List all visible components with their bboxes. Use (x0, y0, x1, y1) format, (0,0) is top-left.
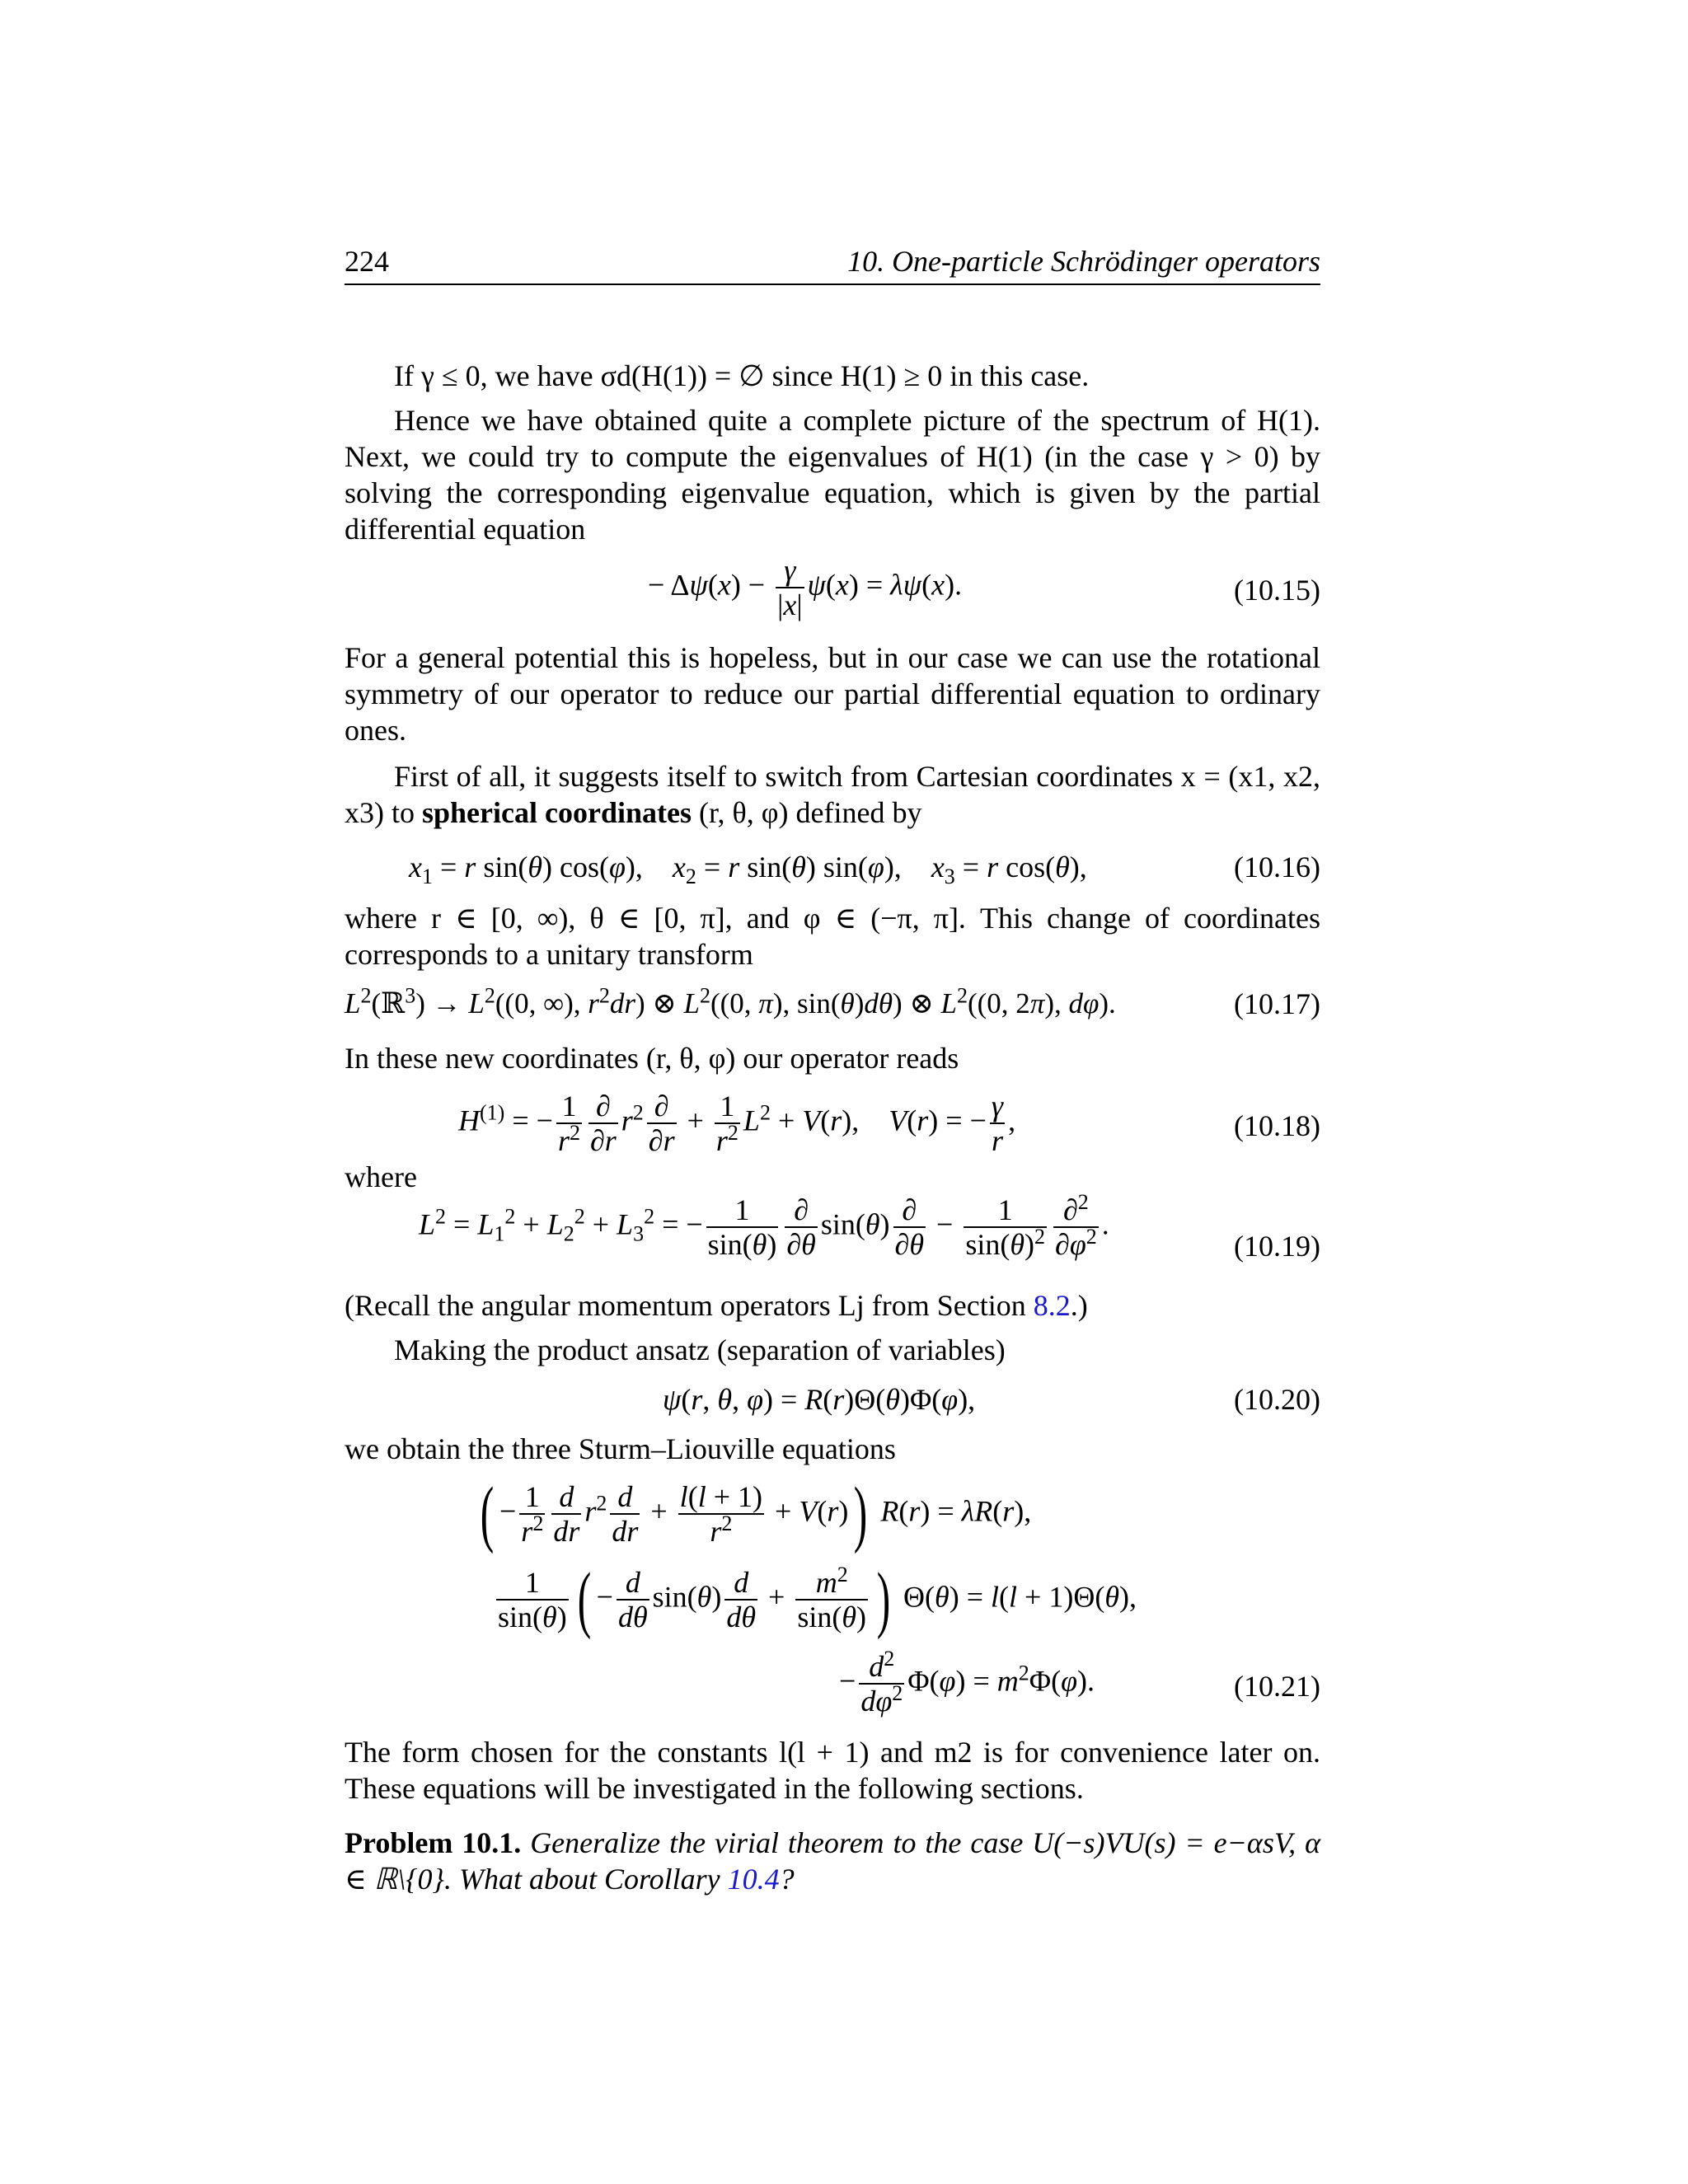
equation-number: (10.19) (1234, 1230, 1320, 1263)
paragraph-8 (345, 1287, 1320, 1324)
paragraph-4-bold: spherical coordinates (422, 796, 692, 829)
paragraph-5: where r ∈ [0, ∞), θ ∈ [0, π], and φ ∈ (−π, π]. This change of coordinates corresponds to a unitary transform (345, 902, 1320, 971)
paragraph-4-text-a: First of all, it suggests itself to switch from Cartesian coordinates x = (x1, x2, x3) to (345, 760, 1320, 829)
problem-text-a: Generalize the virial theorem to the case U(−s)VU(s) = e−αsV, α ∈ ℝ\{0}. What about Corollary (345, 1826, 1321, 1896)
page-number: 224 (345, 245, 389, 278)
problem-text-b: ? (779, 1863, 795, 1896)
paragraph-2: Hence we have obtained quite a complete picture of the spectrum of H(1). Next, we could try to compute the eigenvalues of H(1) (in the case γ > 0) by solving the corresponding eigenvalue equation, which is given by the partial differential equation (345, 404, 1320, 546)
paragraph-10: we obtain the three Sturm–Liouville equations (345, 1432, 896, 1465)
equation-10-21-line-3: − $\frac{d^2}{d\varphi^2}$ $\Phi(\varphi) = m^2\Phi(\varphi)$. (839, 1647, 1095, 1718)
problem-label: Problem 10.1. (345, 1826, 522, 1859)
equation-10-19: $L^2 = L_1^2 + L_2^2 + L_3^2$ = − $\frac{1}{\sin(\theta)}$ $\frac{\partial}{\partial\theta}$ sin(θ) $\frac{\partial}{\partial\theta}$ − $\frac{1}{\sin(\theta)^2}$ $\frac{\partial^2}{\partial\varphi^2}$ . (419, 1190, 1109, 1261)
equation-number: (10.18) (1234, 1109, 1320, 1142)
paragraph-11: The form chosen for the constants l(l + 1) and m2 is for convenience later on. These equations will be investigated in the following sections. (345, 1736, 1320, 1805)
paragraph-6: In these new coordinates (r, θ, φ) our operator reads (345, 1042, 959, 1075)
paragraph-4-text-b: (r, θ, φ) defined by (698, 796, 922, 829)
section-link[interactable]: 8.2 (1033, 1289, 1071, 1322)
equation-10-18: $H^{(1)}$ = − $\frac{1}{r^2}$ $\frac{\partial}{\partial r}$ $r^2$ $\frac{\partial}{\partial r}$ + $\frac{1}{r^2}$ $L^2 + V(r)$, V(r) = − $\frac{\gamma}{r}$ , (458, 1090, 1016, 1157)
equation-number: (10.17) (1234, 987, 1320, 1020)
corollary-link[interactable]: 10.4 (727, 1863, 780, 1896)
equation-number: (10.16) (1234, 851, 1320, 883)
paragraph-9: Making the product ansatz (separation of variables) (394, 1333, 1006, 1366)
equation-number: (10.20) (1234, 1383, 1320, 1416)
page-header (345, 241, 1320, 285)
chapter-title: 10. One-particle Schrödinger operators (847, 245, 1320, 278)
equation-number: (10.21) (1234, 1670, 1320, 1703)
equation-10-20: ψ(r, θ, φ) = R(r)Θ(θ)Φ(φ), (663, 1383, 976, 1416)
paragraph-4 (345, 758, 1320, 831)
paragraph-8-text-a: (Recall the angular momentum operators Lj from Section (345, 1289, 1026, 1322)
equation-10-21-line-2: $\frac{1}{\sin(\theta)}$ ( − $\frac{d}{d\theta}$ sin(θ) $\frac{d}{d\theta}$ + $\frac{m^2}{\sin(\theta)}$ ) Θ(θ) = l(l + 1)Θ(θ), (498, 1558, 1137, 1640)
paragraph-7: where (345, 1160, 417, 1193)
problem-10-1 (345, 1825, 1320, 1897)
paragraph-3: For a general potential this is hopeless, but in our case we can use the rotational symmetry of our operator to reduce our partial differential equation to ordinary ones. (345, 641, 1320, 747)
paragraph-8-text-b: .) (1070, 1289, 1088, 1322)
equation-10-21-line-1: ( − $\frac{1}{r^2}$ $\frac{d}{dr}$ $r^2$ $\frac{d}{dr}$ + $\frac{l(l + 1)}{r^2}$ + V(r)) R(r) = λR(r), (480, 1473, 1032, 1554)
equation-10-16: $x_1 = r$ sin(θ) cos(φ), $x_2 = r$ sin(θ) sin(φ), $x_3 = r$ cos(θ), (409, 851, 1087, 889)
equation-10-17: $L^2(ℝ^3) \to L^2((0$, ∞), $r^2dr$) ⊗ $L^2((0$, π), sin(θ)dθ) ⊗ $L^2((0$, 2π), dφ). (345, 983, 1116, 1019)
paragraph-1: If γ ≤ 0, we have σd(H(1)) = ∅ since H(1) ≥ 0 in this case. (394, 359, 1090, 392)
equation-number: (10.15) (1234, 574, 1320, 607)
equation-10-15: − Δψ(x) − $\frac{\gamma}{|x|}$ ψ(x) = λψ(x). (648, 554, 963, 621)
